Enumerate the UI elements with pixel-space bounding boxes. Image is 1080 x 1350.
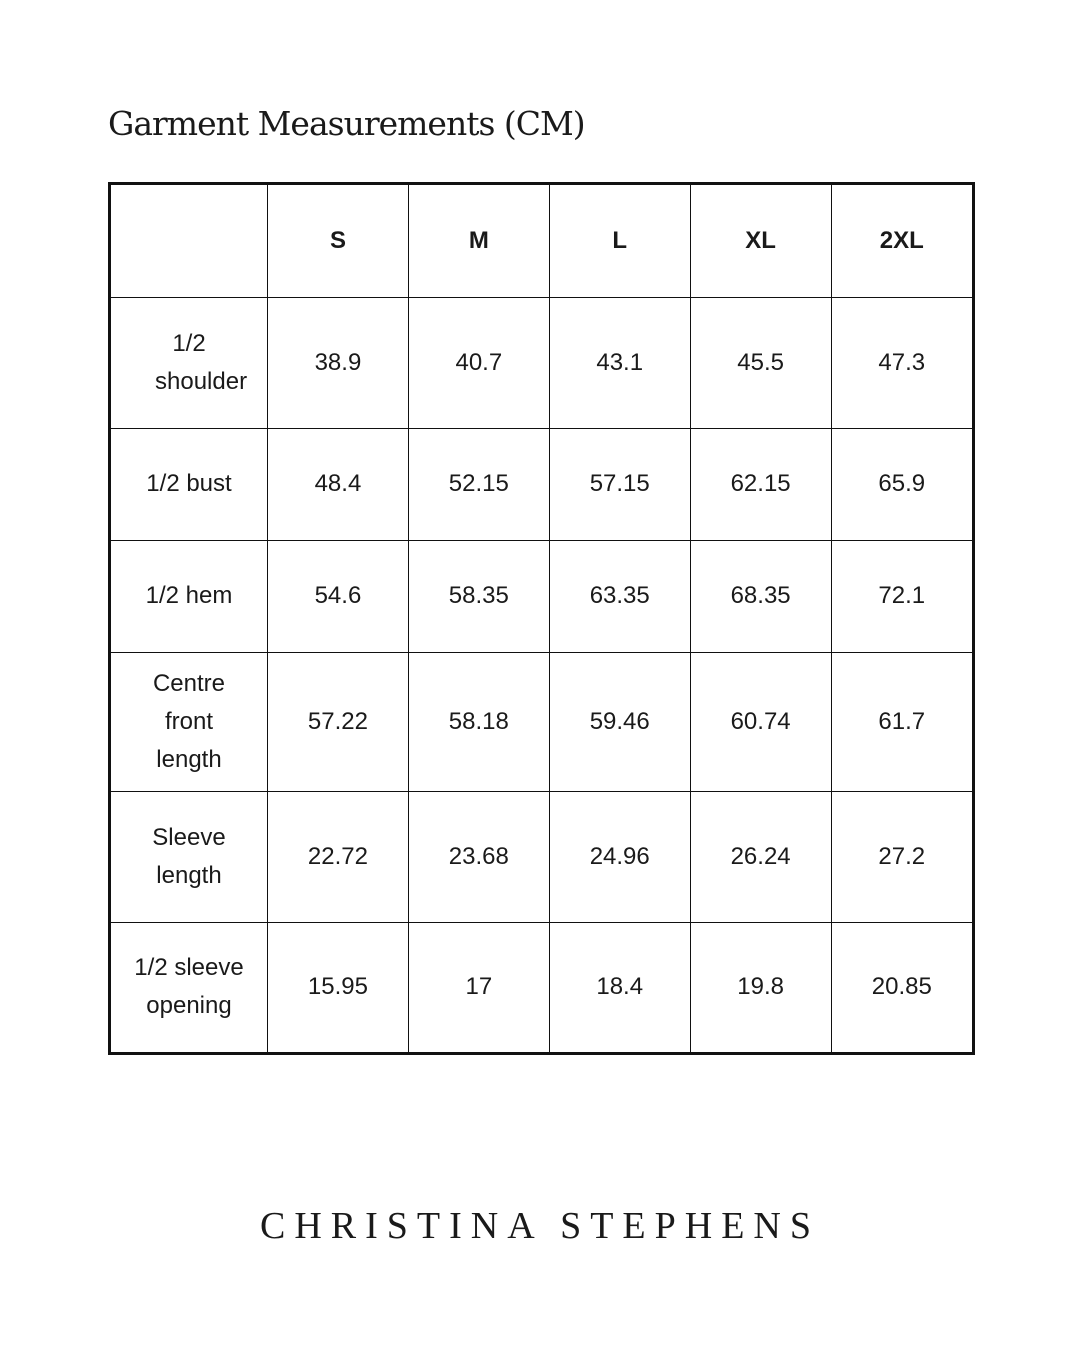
table-row (111, 922, 972, 1052)
size-header-m: M (408, 185, 549, 297)
table-row (111, 791, 972, 922)
table-cell: 54.6 (268, 540, 409, 652)
table-cell: 58.35 (408, 540, 549, 652)
row-label-sleeve-length: Sleeve length (111, 791, 268, 922)
table-cell: 27.2 (831, 791, 972, 922)
size-header-l: L (549, 185, 690, 297)
table-cell: 23.68 (408, 791, 549, 922)
table-cell: 19.8 (690, 922, 831, 1052)
table-row (111, 297, 972, 428)
table-cell: 57.22 (268, 652, 409, 791)
page-title: Garment Measurements (CM) (108, 104, 585, 143)
row-label-sleeve-opening: 1/2 sleeve opening (111, 922, 268, 1052)
table-cell: 58.18 (408, 652, 549, 791)
table-row (111, 540, 972, 652)
table-cell: 63.35 (549, 540, 690, 652)
size-header-s: S (268, 185, 409, 297)
table-cell: 43.1 (549, 297, 690, 428)
table-cell: 72.1 (831, 540, 972, 652)
row-label-shoulder: 1/2 shoulder (111, 297, 268, 428)
row-label-centre-front-length: Centre front length (111, 652, 268, 791)
size-header-xl: XL (690, 185, 831, 297)
table-cell: 26.24 (690, 791, 831, 922)
table-cell: 61.7 (831, 652, 972, 791)
table-cell: 59.46 (549, 652, 690, 791)
table-cell: 38.9 (268, 297, 409, 428)
table-cell: 17 (408, 922, 549, 1052)
table-header-row (111, 185, 972, 297)
table-row (111, 428, 972, 540)
table-cell: 62.15 (690, 428, 831, 540)
row-label-bust: 1/2 bust (111, 428, 268, 540)
table-cell: 40.7 (408, 297, 549, 428)
table-cell: 18.4 (549, 922, 690, 1052)
table-cell: 48.4 (268, 428, 409, 540)
table-cell: 24.96 (549, 791, 690, 922)
table-cell: 57.15 (549, 428, 690, 540)
table-row (111, 652, 972, 791)
table-cell: 60.74 (690, 652, 831, 791)
brand-footer: CHRISTINA STEPHENS (260, 1205, 820, 1247)
table-cell: 65.9 (831, 428, 972, 540)
row-label-hem: 1/2 hem (111, 540, 268, 652)
table-cell: 22.72 (268, 791, 409, 922)
table-cell: 15.95 (268, 922, 409, 1052)
table-cell: 52.15 (408, 428, 549, 540)
table-cell: 20.85 (831, 922, 972, 1052)
table-cell: 45.5 (690, 297, 831, 428)
table-cell: 47.3 (831, 297, 972, 428)
table-cell: 68.35 (690, 540, 831, 652)
measurements-table-frame (108, 182, 975, 1055)
measurements-table (111, 185, 972, 1052)
size-header-2xl: 2XL (831, 185, 972, 297)
corner-cell (111, 185, 268, 297)
